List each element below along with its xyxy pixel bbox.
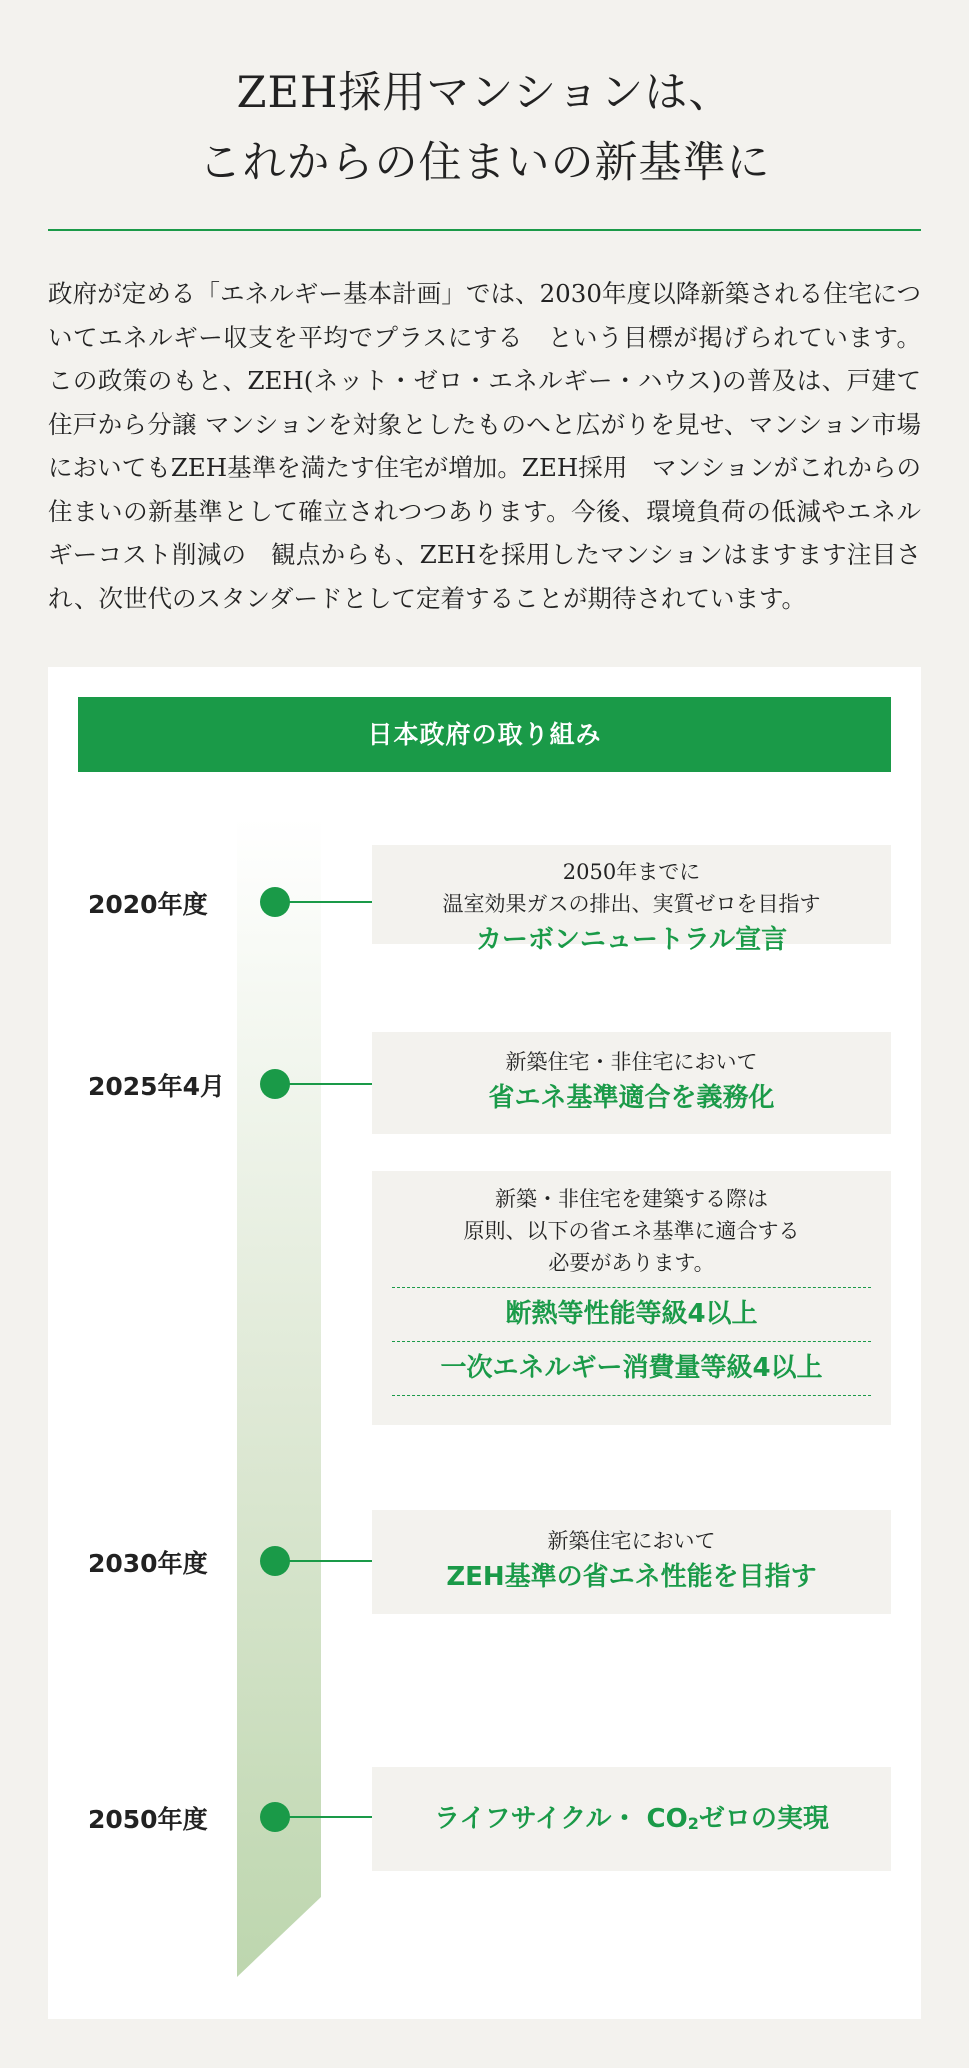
year-2020: 2020年度 [88,890,208,919]
timeline-dot-2025 [260,1069,290,1099]
timeline-dot-2030 [260,1546,290,1576]
timeline-connector-2025 [288,1083,372,1085]
milestone-2020-sub-2: 温室効果ガスの排出、実質ゼロを目指す [442,892,821,916]
timeline-dot-2050 [260,1802,290,1832]
title-divider [48,229,921,231]
requirement-sub-1: 新築・非住宅を建築する際は [495,1187,768,1211]
milestone-box-2050 [372,1767,891,1871]
page-title-line-1: ZEH採用マンションは、 [236,68,733,118]
milestone-2025-highlight: 省エネ基準適合を義務化 [488,1083,775,1113]
milestone-2030-highlight: ZEH基準の省エネ性能を目指す [446,1562,817,1592]
milestone-2020-highlight: カーボンニュートラル宣言 [475,925,788,955]
requirement-box-2025 [372,1171,891,1425]
milestone-2050-highlight [372,1799,891,1844]
milestone-2025-sub-1: 新築住宅・非住宅において [505,1050,758,1074]
year-2025-april: 2025年4月 [88,1072,225,1101]
milestone-box-2020 [372,845,891,955]
requirement-primary-energy-grade: 一次エネルギー消費量等級4以上 [392,1341,871,1396]
year-2030: 2030年度 [88,1549,208,1578]
timeline-connector-2020 [288,901,372,903]
milestone-box-2030 [372,1510,891,1614]
milestone-2020-sub-1: 2050年までに [562,860,701,884]
milestone-box-2025 [372,1032,891,1134]
requirement-insulation-grade: 断熱等性能等級4以上 [392,1287,871,1341]
milestone-2050-subscript: 2 [687,1814,699,1833]
timeline-connector-2030 [288,1560,372,1562]
milestone-2030-sub-1: 新築住宅において [547,1529,716,1553]
page-title [0,58,969,198]
requirement-sub-3: 必要があります。 [548,1251,715,1275]
timeline-connector-2050 [288,1816,372,1818]
intro-paragraph: 政府が定める「エネルギー基本計画」では、2030年度以降新築される住宅についてエネルギー収支を平均でプラスにする という目標が掲げられています。この政策のもと、ZEH(ネット・ゼロ・エネルギー・ハウス)の普及は、戸建て住戸から分譲 マンションを対象としたものへと広がりを見せ、マンション市場においてもZEH基準を満たす住宅が増加。ZEH採用 マンションがこれからの住まいの新基準として確立されつつあります。今後、環境負荷の低減やエネルギーコスト削減の 観点からも、ZEHを採用したマンションはますます注目され、次世代のスタンダードとして定着することが期待されています。 [48,279,921,613]
page-title-line-2: これからの住まいの新基準に [198,138,771,188]
year-2050: 2050年度 [88,1805,208,1834]
milestone-2050-highlight-post: ゼロの実現 [698,1804,829,1834]
requirement-sub-2: 原則、以下の省エネ基準に適合する [463,1219,800,1243]
milestone-2050-highlight-pre: ライフサイクル・ CO [434,1804,688,1834]
timeline-panel [48,667,921,2019]
timeline-dot-2020 [260,887,290,917]
panel-header: 日本政府の取り組み [78,697,891,772]
